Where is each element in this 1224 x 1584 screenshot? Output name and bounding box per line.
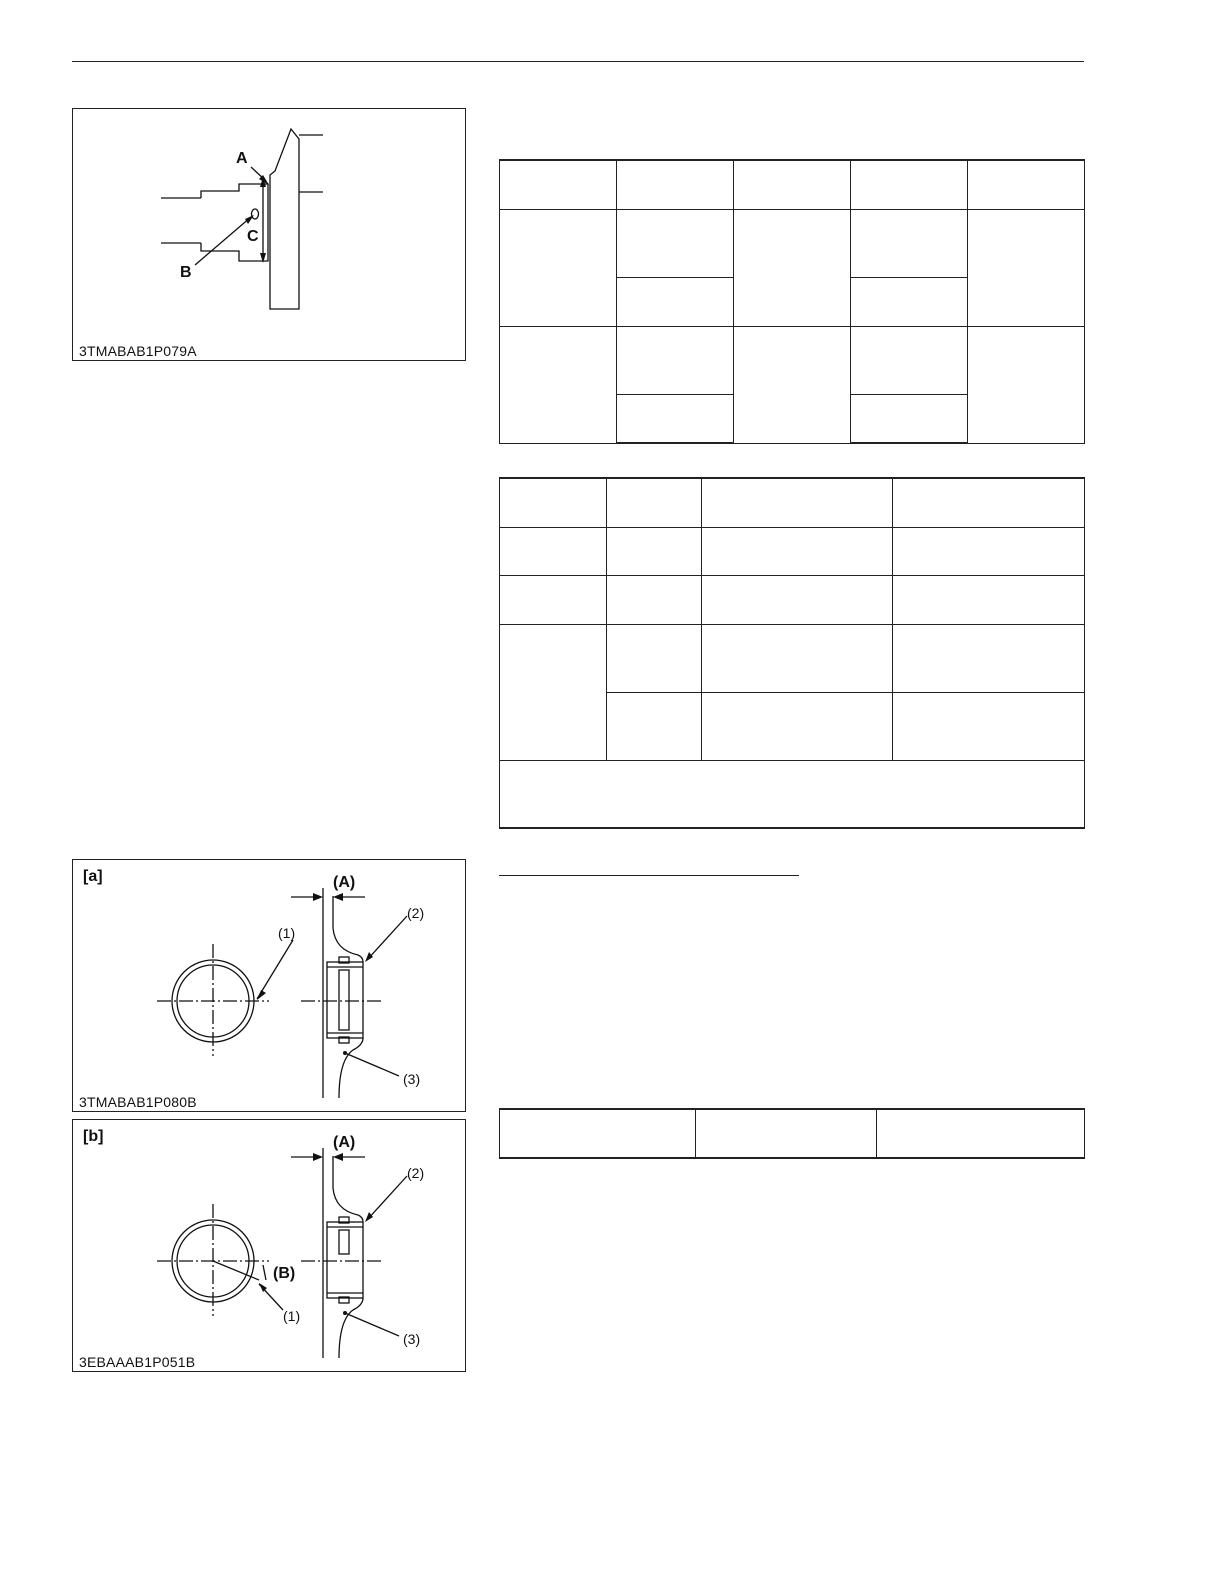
table-cell xyxy=(702,692,893,760)
figure-caption: 3EBAAAB1P051B xyxy=(79,1354,196,1370)
table-cell xyxy=(500,527,607,575)
figure-caption: 3TMABAB1P079A xyxy=(79,343,197,359)
panel-label: [a] xyxy=(83,868,103,885)
table-cell xyxy=(607,692,702,760)
table-cell xyxy=(500,760,1085,828)
table-cell xyxy=(696,1109,877,1158)
label-3: (3) xyxy=(403,1331,421,1347)
table-cell xyxy=(607,527,702,575)
label-A: (A) xyxy=(333,874,356,891)
table-cell xyxy=(877,1109,1085,1158)
label-A: (A) xyxy=(333,1134,356,1151)
bushing-diagram-a xyxy=(73,860,467,1113)
table-cell xyxy=(734,160,851,209)
spec-table-1 xyxy=(499,159,1085,444)
figure-caption: 3TMABAB1P080B xyxy=(79,1094,197,1110)
table-cell xyxy=(968,160,1085,209)
table-cell xyxy=(500,326,617,443)
table-cell xyxy=(851,394,968,443)
table-cell xyxy=(702,575,893,624)
table-cell xyxy=(734,209,851,326)
table-cell xyxy=(893,575,1085,624)
table-cell xyxy=(500,624,607,760)
flywheel-diagram xyxy=(73,109,467,362)
table-cell xyxy=(500,575,607,624)
table-cell xyxy=(617,326,734,394)
label-B: (B) xyxy=(273,1265,296,1282)
spec-table-2 xyxy=(499,477,1085,829)
table-cell xyxy=(702,624,893,692)
figure-flywheel-measurement xyxy=(72,108,466,361)
spec-table-3 xyxy=(499,1108,1085,1159)
table-cell xyxy=(500,209,617,326)
table-cell xyxy=(893,527,1085,575)
label-c: C xyxy=(247,228,259,245)
table-cell xyxy=(500,478,607,527)
label-2: (2) xyxy=(407,905,425,921)
table-cell xyxy=(893,478,1085,527)
table-cell xyxy=(734,326,851,443)
table-cell xyxy=(617,277,734,326)
table-cell xyxy=(851,277,968,326)
section-underline xyxy=(499,875,799,876)
table-cell xyxy=(893,624,1085,692)
label-3: (3) xyxy=(403,1071,421,1087)
label-1: (1) xyxy=(278,925,296,941)
table-cell xyxy=(607,478,702,527)
figure-bushing-a xyxy=(72,859,466,1112)
table-cell xyxy=(968,326,1085,443)
table-cell xyxy=(702,478,893,527)
table-cell xyxy=(851,326,968,394)
table-cell xyxy=(702,527,893,575)
table-cell xyxy=(851,209,968,277)
panel-label: [b] xyxy=(83,1128,104,1145)
table-cell xyxy=(851,160,968,209)
header-rule xyxy=(72,61,1084,62)
table-cell xyxy=(500,160,617,209)
bushing-diagram-b xyxy=(73,1120,467,1373)
table-cell xyxy=(617,160,734,209)
label-a: A xyxy=(236,150,248,167)
label-1: (1) xyxy=(283,1308,301,1324)
label-2: (2) xyxy=(407,1165,425,1181)
table-cell xyxy=(617,209,734,277)
label-b: B xyxy=(180,264,192,281)
table-cell xyxy=(968,209,1085,326)
table-cell xyxy=(617,394,734,443)
table-cell xyxy=(893,692,1085,760)
table-cell xyxy=(607,575,702,624)
table-cell xyxy=(607,624,702,692)
figure-bushing-b xyxy=(72,1119,466,1372)
table-cell xyxy=(500,1109,696,1158)
